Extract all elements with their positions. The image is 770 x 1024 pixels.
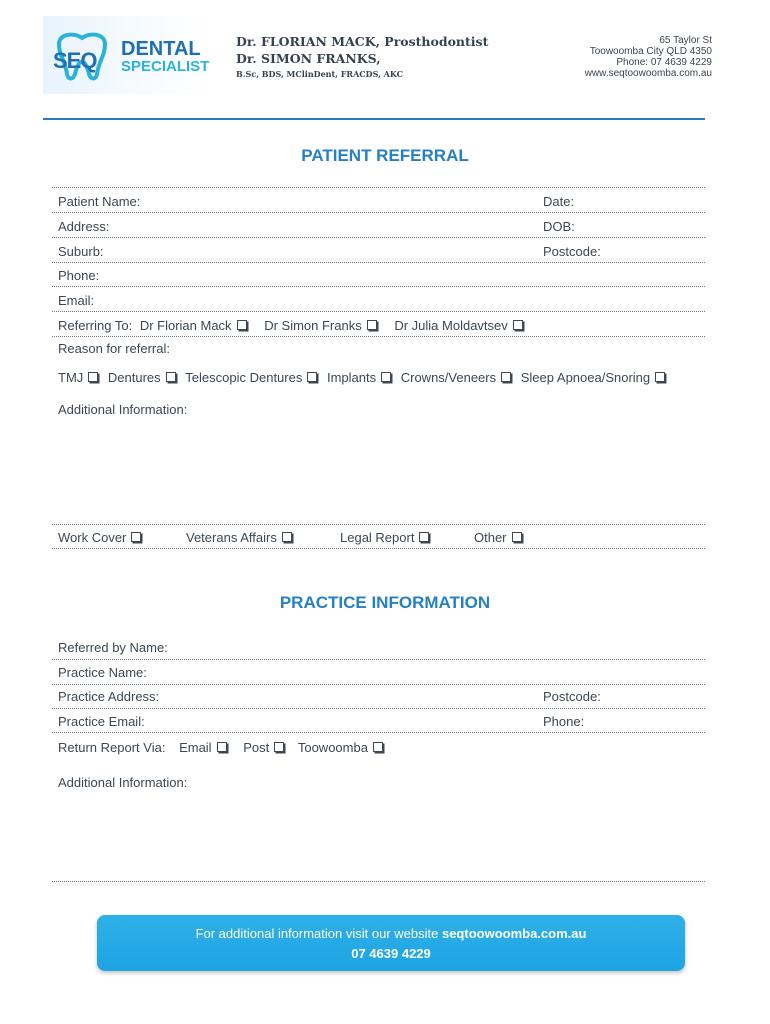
logo-seq-text: SEQ — [53, 48, 97, 73]
return-report-row — [58, 740, 383, 755]
postcode-label: Postcode: — [543, 244, 601, 259]
checkbox[interactable] — [513, 320, 523, 330]
additional-info-label: Additional Information: — [58, 402, 188, 417]
option-implants[interactable]: Implants — [327, 370, 391, 385]
patient-referral-title: PATIENT REFERRAL — [301, 146, 469, 165]
option-work-cover[interactable]: Work Cover — [58, 530, 141, 545]
practice-phone-label: Phone: — [543, 714, 585, 729]
address-line-2: Toowoomba City QLD 4350 — [589, 46, 712, 57]
reason-options-row — [58, 370, 665, 385]
logo-specialist-text: SPECIALIST — [121, 58, 210, 75]
checkbox[interactable] — [274, 742, 284, 752]
divider — [52, 548, 705, 549]
referred-by-label: Referred by Name: — [58, 640, 168, 655]
divider — [52, 524, 705, 525]
address-line-1: 65 Taylor St — [659, 35, 712, 46]
footer-text-line — [97, 926, 685, 941]
suburb-field[interactable] — [52, 262, 705, 263]
divider — [52, 336, 705, 337]
email-label: Email: — [58, 293, 95, 308]
referred-by-field[interactable] — [52, 659, 705, 660]
practice-information-title: PRACTICE INFORMATION — [279, 593, 491, 612]
header-divider — [43, 118, 705, 120]
checkbox[interactable] — [131, 532, 141, 542]
return-report-label: Return Report Via: — [58, 740, 166, 755]
patient-name-field[interactable] — [52, 212, 705, 213]
option-legal-report[interactable]: Legal Report — [340, 530, 429, 545]
header-phone: Phone: 07 4639 4229 — [616, 57, 712, 68]
checkbox[interactable] — [501, 372, 511, 382]
checkbox[interactable] — [381, 372, 391, 382]
logo — [43, 16, 213, 94]
practice-email-field[interactable] — [52, 732, 705, 733]
checkbox[interactable] — [166, 372, 176, 382]
option-toowoomba[interactable]: Toowoomba — [298, 740, 383, 755]
option-crowns-veneers[interactable]: Crowns/Veneers — [401, 370, 511, 385]
practice-address-label: Practice Address: — [58, 689, 160, 704]
option-simon-franks[interactable]: Dr Simon Franks — [264, 318, 377, 333]
checkbox[interactable] — [282, 532, 292, 542]
option-other[interactable]: Other — [474, 530, 522, 545]
practice-email-label: Practice Email: — [58, 714, 145, 729]
checkbox[interactable] — [419, 532, 429, 542]
practice-address-field[interactable] — [52, 708, 705, 709]
phone-label: Phone: — [58, 268, 100, 283]
header-website[interactable]: www.seqtoowoomba.com.au — [584, 68, 712, 79]
option-email[interactable]: Email — [179, 740, 227, 755]
logo-dental-text: DENTAL — [121, 38, 201, 60]
practice-name-field[interactable] — [52, 684, 705, 685]
suburb-label: Suburb: — [58, 244, 104, 259]
option-sleep-apnoea[interactable]: Sleep Apnoea/Snoring — [521, 370, 665, 385]
option-telescopic-dentures[interactable]: Telescopic Dentures — [185, 370, 317, 385]
option-veterans-affairs[interactable]: Veterans Affairs — [186, 530, 292, 545]
footer-website-link[interactable]: seqtoowoomba.com.au — [441, 926, 587, 941]
option-post[interactable]: Post — [243, 740, 284, 755]
doctor-qualifications: B.Sc, BDS, MClinDent, FRACDS, AKC — [236, 69, 403, 79]
patient-name-label: Patient Name: — [58, 194, 141, 209]
reason-label: Reason for referral: — [58, 341, 170, 356]
option-julia-moldavtsev[interactable]: Dr Julia Moldavtsev — [394, 318, 522, 333]
practice-additional-info-field[interactable] — [52, 795, 705, 875]
referring-to-row — [58, 318, 523, 333]
practice-additional-info-label: Additional Information: — [58, 775, 188, 790]
checkbox[interactable] — [367, 320, 377, 330]
checkbox[interactable] — [373, 742, 383, 752]
phone-field[interactable] — [52, 286, 705, 287]
option-tmj[interactable]: TMJ — [58, 370, 98, 385]
footer-phone: 07 4639 4229 — [351, 946, 431, 961]
address-label: Address: — [58, 219, 110, 234]
practice-name-label: Practice Name: — [58, 665, 147, 680]
divider — [52, 881, 705, 882]
divider — [52, 187, 705, 188]
checkbox[interactable] — [88, 372, 98, 382]
practice-postcode-label: Postcode: — [543, 689, 601, 704]
doctor-name-2: Dr. SIMON FRANKS, — [236, 51, 381, 66]
email-field[interactable] — [52, 311, 705, 312]
checkbox[interactable] — [307, 372, 317, 382]
checkbox[interactable] — [512, 532, 522, 542]
footer-text: For additional information visit our website — [195, 926, 439, 941]
address-field[interactable] — [52, 237, 705, 238]
option-florian-mack[interactable]: Dr Florian Mack — [140, 318, 247, 333]
option-dentures[interactable]: Dentures — [108, 370, 176, 385]
dob-label: DOB: — [543, 219, 575, 234]
footer-banner — [97, 915, 685, 971]
checkbox[interactable] — [655, 372, 665, 382]
checkbox[interactable] — [237, 320, 247, 330]
date-label: Date: — [543, 194, 575, 209]
referring-to-label: Referring To: — [58, 318, 133, 333]
additional-info-field[interactable] — [52, 420, 705, 520]
doctor-name-1: Dr. FLORIAN MACK, Prosthodontist — [236, 34, 489, 49]
checkbox[interactable] — [217, 742, 227, 752]
